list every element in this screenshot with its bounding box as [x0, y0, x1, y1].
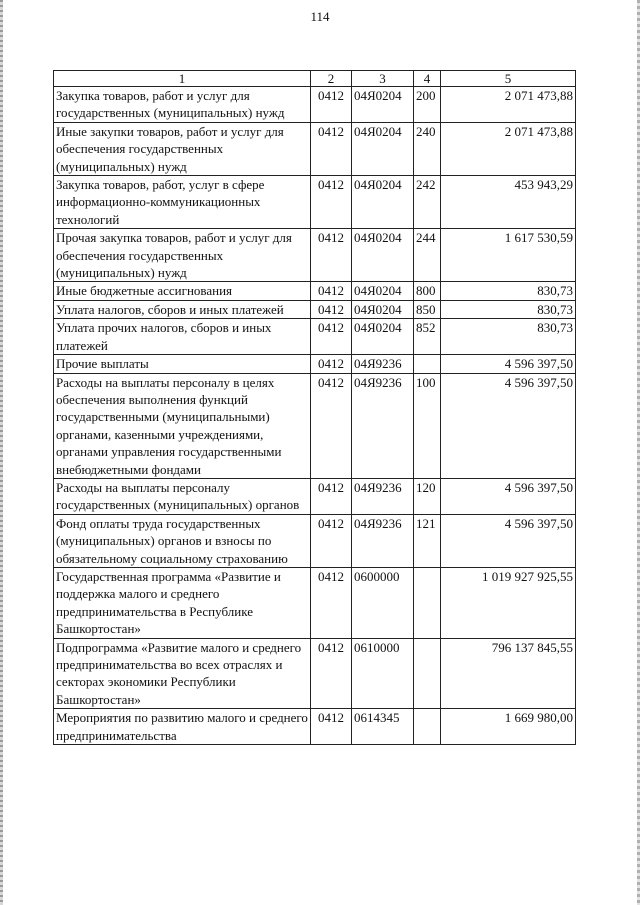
table-row [54, 122, 576, 175]
row-kind-cell: 242 [414, 176, 441, 229]
row-section-cell: 0412 [311, 229, 352, 282]
table-row [54, 709, 576, 745]
row-section-cell: 0412 [311, 122, 352, 175]
row-kind-cell [414, 355, 441, 373]
row-kind-cell [414, 638, 441, 709]
table-row [54, 319, 576, 355]
row-kind-cell: 100 [414, 373, 441, 478]
row-target-cell: 04Я0204 [352, 319, 414, 355]
row-name-cell: Уплата налогов, сборов и иных платежей [54, 300, 311, 318]
table-row [54, 567, 576, 638]
row-name-cell: Уплата прочих налогов, сборов и иных платежей [54, 319, 311, 355]
row-amount-cell: 4 596 397,50 [441, 478, 576, 514]
row-target-cell: 04Я9236 [352, 514, 414, 567]
header-col-4: 4 [414, 71, 441, 87]
row-section-cell: 0412 [311, 87, 352, 123]
row-target-cell: 04Я0204 [352, 87, 414, 123]
header-col-5: 5 [441, 71, 576, 87]
row-kind-cell: 121 [414, 514, 441, 567]
row-kind-cell: 244 [414, 229, 441, 282]
row-target-cell: 04Я9236 [352, 355, 414, 373]
table-row [54, 638, 576, 709]
row-kind-cell: 852 [414, 319, 441, 355]
row-amount-cell: 1 019 927 925,55 [441, 567, 576, 638]
row-amount-cell: 4 596 397,50 [441, 514, 576, 567]
row-amount-cell: 2 071 473,88 [441, 87, 576, 123]
row-section-cell: 0412 [311, 709, 352, 745]
row-section-cell: 0412 [311, 176, 352, 229]
row-name-cell: Закупка товаров, работ и услуг для государственных (муниципальных) нужд [54, 87, 311, 123]
row-amount-cell: 830,73 [441, 300, 576, 318]
row-section-cell: 0412 [311, 567, 352, 638]
scan-edge-left [0, 0, 3, 905]
budget-table [53, 70, 576, 745]
row-amount-cell: 4 596 397,50 [441, 355, 576, 373]
table-row [54, 87, 576, 123]
table-header-row [54, 71, 576, 87]
table-row [54, 373, 576, 478]
row-name-cell: Закупка товаров, работ, услуг в сфере информационно-коммуникационных технологий [54, 176, 311, 229]
row-name-cell: Расходы на выплаты персоналу в целях обеспечения выполнения функций государственными (муниципальными) органами, казенными учреждениями, органами управления государственными внебюджетными фондами [54, 373, 311, 478]
row-target-cell: 04Я9236 [352, 478, 414, 514]
header-col-3: 3 [352, 71, 414, 87]
row-name-cell: Фонд оплаты труда государственных (муниципальных) органов и взносы по обязательному социальному страхованию [54, 514, 311, 567]
table-row [54, 478, 576, 514]
header-col-2: 2 [311, 71, 352, 87]
row-section-cell: 0412 [311, 638, 352, 709]
row-target-cell: 04Я0204 [352, 282, 414, 300]
row-name-cell: Иные бюджетные ассигнования [54, 282, 311, 300]
row-name-cell: Расходы на выплаты персоналу государственных (муниципальных) органов [54, 478, 311, 514]
row-name-cell: Прочие выплаты [54, 355, 311, 373]
row-kind-cell: 200 [414, 87, 441, 123]
row-amount-cell: 4 596 397,50 [441, 373, 576, 478]
row-name-cell: Государственная программа «Развитие и поддержка малого и среднего предпринимательства в Республике Башкортостан» [54, 567, 311, 638]
row-amount-cell: 2 071 473,88 [441, 122, 576, 175]
header-col-1: 1 [54, 71, 311, 87]
table-row [54, 300, 576, 318]
table-row [54, 229, 576, 282]
row-name-cell: Мероприятия по развитию малого и среднего предпринимательства [54, 709, 311, 745]
row-section-cell: 0412 [311, 300, 352, 318]
row-section-cell: 0412 [311, 282, 352, 300]
row-section-cell: 0412 [311, 514, 352, 567]
row-amount-cell: 796 137 845,55 [441, 638, 576, 709]
row-kind-cell: 240 [414, 122, 441, 175]
row-name-cell: Подпрограмма «Развитие малого и среднего предпринимательства во всех отраслях и секторах экономики Республики Башкортостан» [54, 638, 311, 709]
row-section-cell: 0412 [311, 478, 352, 514]
table-row [54, 282, 576, 300]
row-target-cell: 04Я0204 [352, 300, 414, 318]
row-amount-cell: 453 943,29 [441, 176, 576, 229]
row-section-cell: 0412 [311, 373, 352, 478]
table-row [54, 355, 576, 373]
row-name-cell: Прочая закупка товаров, работ и услуг для обеспечения государственных (муниципальных) нужд [54, 229, 311, 282]
row-target-cell: 04Я0204 [352, 176, 414, 229]
row-target-cell: 04Я0204 [352, 229, 414, 282]
row-kind-cell: 800 [414, 282, 441, 300]
table-body [54, 87, 576, 745]
row-amount-cell: 830,73 [441, 319, 576, 355]
row-amount-cell: 830,73 [441, 282, 576, 300]
row-name-cell: Иные закупки товаров, работ и услуг для обеспечения государственных (муниципальных) нужд [54, 122, 311, 175]
table-row [54, 176, 576, 229]
row-amount-cell: 1 669 980,00 [441, 709, 576, 745]
row-amount-cell: 1 617 530,59 [441, 229, 576, 282]
row-kind-cell [414, 709, 441, 745]
row-target-cell: 0614345 [352, 709, 414, 745]
row-target-cell: 0600000 [352, 567, 414, 638]
row-target-cell: 04Я0204 [352, 122, 414, 175]
table-row [54, 514, 576, 567]
row-kind-cell: 850 [414, 300, 441, 318]
row-section-cell: 0412 [311, 355, 352, 373]
row-target-cell: 04Я9236 [352, 373, 414, 478]
row-section-cell: 0412 [311, 319, 352, 355]
row-target-cell: 0610000 [352, 638, 414, 709]
row-kind-cell: 120 [414, 478, 441, 514]
page-number: 114 [310, 9, 330, 24]
row-kind-cell [414, 567, 441, 638]
